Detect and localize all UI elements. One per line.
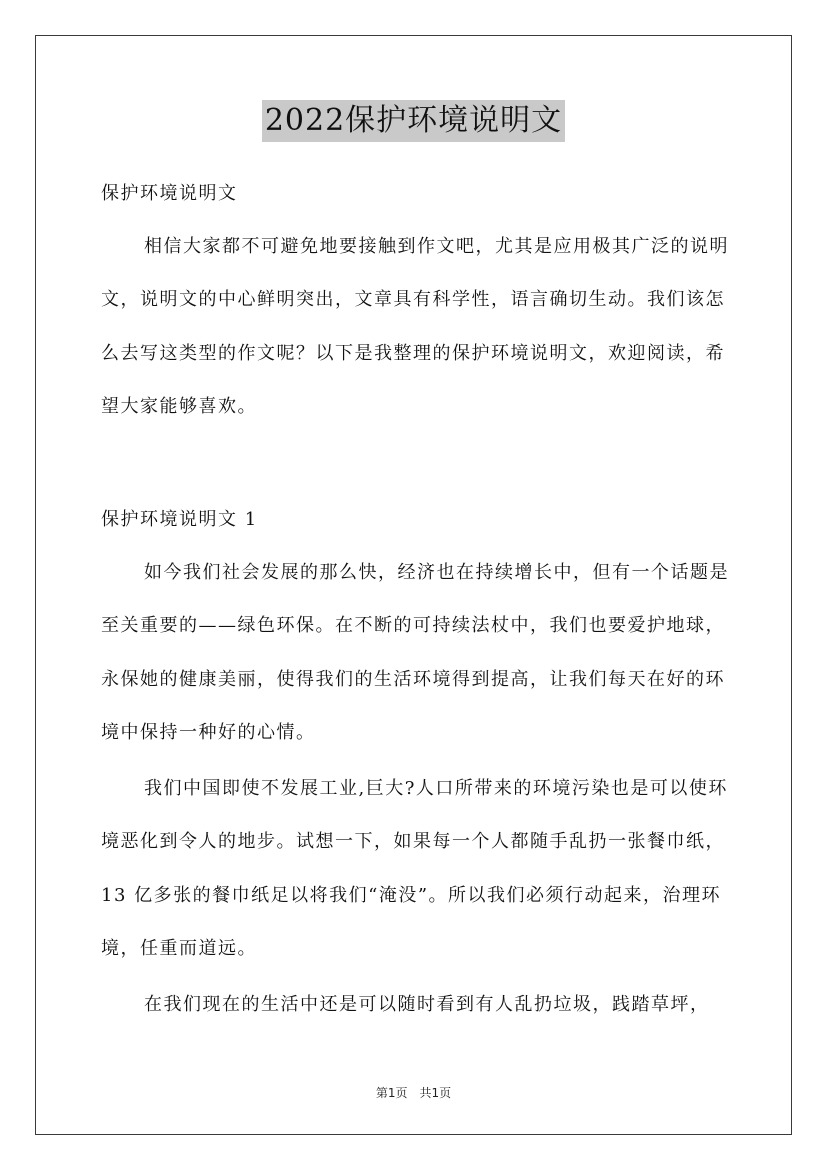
section-heading: 保护环境说明文 — [101, 183, 238, 204]
body-paragraph-3: 在我们现在的生活中还是可以随时看到有人乱扔垃圾，践踏草坪， — [144, 994, 710, 1015]
title-container — [0, 100, 827, 142]
section-heading-1: 保护环境说明文 1 — [101, 509, 258, 530]
page-footer — [0, 1084, 827, 1101]
body-paragraph-1: 如今我们社会发展的那么快，经济也在持续增长中，但有一个话题是至关重要的——绿色环保。在不断的可持续法杖中，我们也要爱护地球，永保她的健康美丽，使得我们的生活环境得到提高，让我们每天在好的环境中保持一种好的心情。 — [101, 562, 729, 743]
page-total: 共1页 — [419, 1086, 452, 1100]
document-title: 2022保护环境说明文 — [262, 100, 565, 142]
intro-paragraph: 相信大家都不可避免地要接触到作文吧，尤其是应用极其广泛的说明文，说明文的中心鲜明突出，文章具有科学性，语言确切生动。我们该怎么去写这类型的作文呢？以下是我整理的保护环境说明文，欢迎阅读，希望大家能够喜欢。 — [101, 236, 729, 417]
body-paragraph-2: 我们中国即使不发展工业,巨大?人口所带来的环境污染也是可以使环境恶化到令人的地步。试想一下，如果每一个人都随手乱扔一张餐巾纸，13 亿多张的餐巾纸足以将我们“淹没”。所以我们必须行动起来，治理环境，任重而道远。 — [101, 778, 728, 959]
page-number: 第1页 — [375, 1086, 408, 1100]
